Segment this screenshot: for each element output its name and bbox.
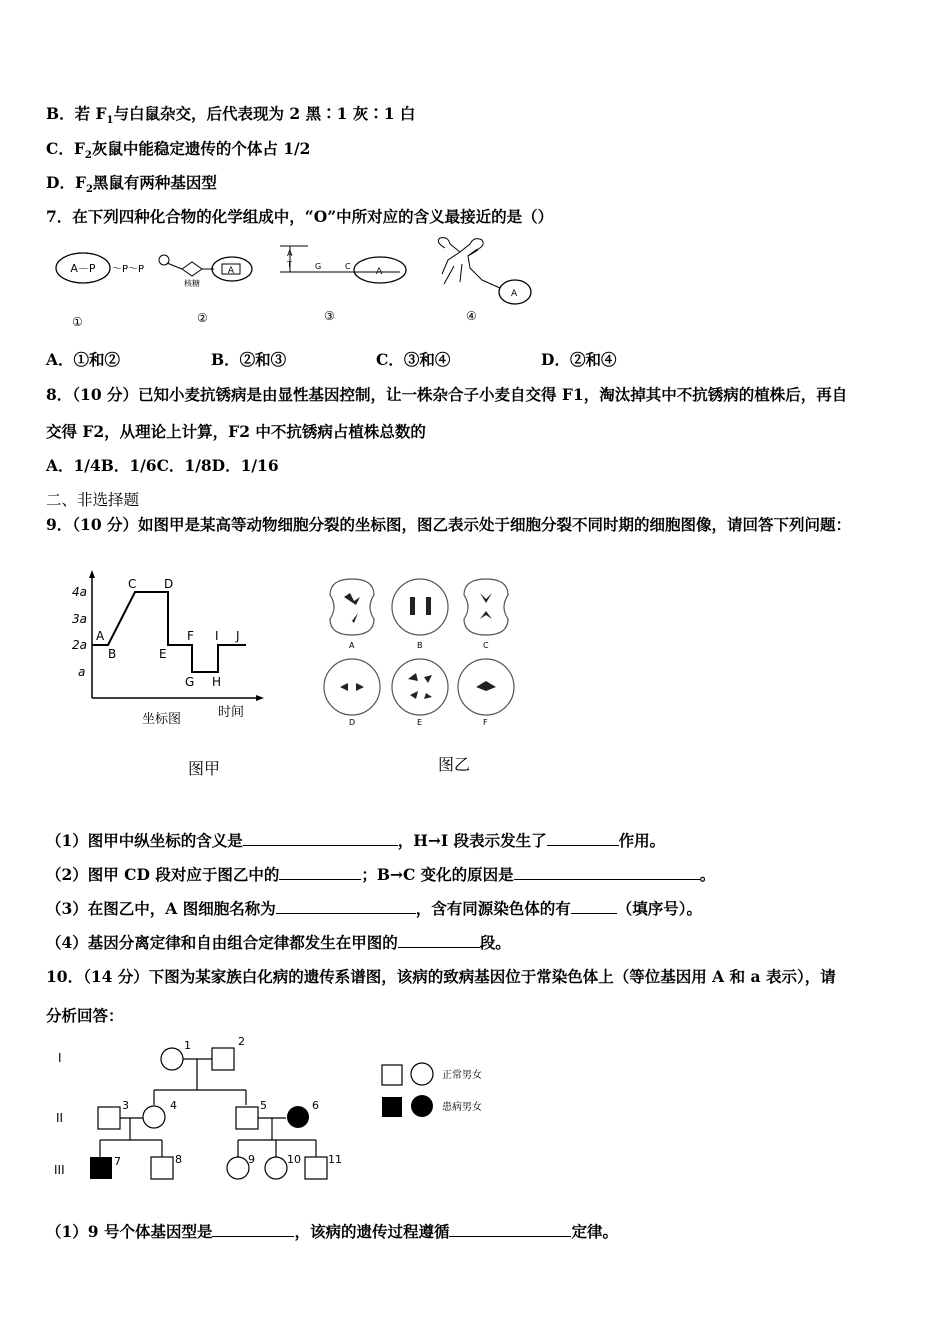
- point-f: F: [187, 629, 194, 643]
- answer-blank[interactable]: [398, 933, 480, 948]
- answer-blank[interactable]: [514, 865, 700, 880]
- nucleotide-structure: [159, 255, 252, 288]
- legend-affected: 患病男女: [442, 1102, 482, 1113]
- cell-label-c: C: [483, 641, 489, 650]
- fig-num-2: ②: [197, 311, 208, 325]
- answer-blank[interactable]: [449, 1222, 571, 1237]
- answer-blank[interactable]: [212, 1222, 294, 1237]
- point-e: E: [159, 647, 167, 661]
- q7-option-b: B．②和③: [211, 350, 287, 369]
- fig-num-1: ①: [72, 315, 83, 326]
- q7-option-c: C．③和④: [376, 350, 451, 369]
- x-axis-label: 时间: [218, 705, 245, 720]
- q7-stem: 7．在下列四种化合物的化学组成中，“O”中所对应的含义最接近的是（）: [46, 207, 554, 226]
- id-1: 1: [184, 1039, 191, 1052]
- q10-stem-line2: 分析回答：: [46, 1006, 124, 1025]
- id-5: 5: [260, 1099, 267, 1112]
- q7-options: [46, 348, 766, 370]
- answer-blank[interactable]: [547, 831, 619, 846]
- dna-label-c: C: [345, 262, 351, 271]
- y-tick-2a: 2a: [72, 638, 87, 652]
- cell-label-b: B: [417, 641, 423, 650]
- id-9: 9: [248, 1153, 255, 1166]
- dna-label-g: G: [315, 262, 322, 271]
- id-4: 4: [170, 1099, 177, 1112]
- q7-structures-figure: [50, 236, 550, 326]
- atp-tail-label: ～P～P: [112, 264, 145, 275]
- cell-label-d: D: [349, 718, 356, 727]
- fig-num-3: ③: [324, 309, 335, 323]
- id-11: 11: [328, 1153, 342, 1166]
- atp-structure: [56, 253, 144, 283]
- fig-num-4: ④: [466, 309, 477, 323]
- point-d: D: [164, 577, 174, 591]
- q8-stem-line1: 8．（10 分）已知小麦抗锈病是由显性基因控制，让一株杂合子小麦自交得 F1，淘汰掉其中不抗锈病的植株后，再自: [46, 385, 848, 404]
- figure-b-title: 图乙: [438, 755, 471, 774]
- id-3: 3: [122, 1099, 129, 1112]
- cell-label-e: E: [417, 718, 423, 727]
- q9-sub3: （3）在图乙中，A 图细胞名称为 ，含有同源染色体的有 （填序号）。: [46, 899, 702, 918]
- answer-blank[interactable]: [243, 831, 398, 846]
- answer-blank[interactable]: [571, 899, 617, 914]
- q7-option-a: A．①和②: [46, 350, 121, 369]
- id-6: 6: [312, 1099, 319, 1112]
- figure-b-cells: [320, 575, 530, 785]
- figure-a-graph: [60, 568, 290, 788]
- point-g: G: [185, 675, 195, 689]
- q9-stem: 9．（10 分）如图甲是某高等动物细胞分裂的坐标图，图乙表示处于细胞分裂不同时期的细胞图像，请回答下列问题：: [46, 515, 852, 534]
- id-2: 2: [238, 1035, 245, 1048]
- q9-sub2: （2）图甲 CD 段对应于图乙中的 ；B→C 变化的原因是 。: [46, 865, 716, 884]
- point-j: J: [236, 629, 240, 643]
- q6-option-c: C．$F_2$灰鼠中能稳定遗传的个体占 1/2: [46, 139, 311, 162]
- id-10: 10: [287, 1153, 301, 1166]
- figure-a-title: 图甲: [188, 759, 221, 778]
- point-b: B: [108, 647, 117, 661]
- q6-option-b: B．若 $F_1$与白鼠杂交，后代表现为 2 黑∶1 灰∶1 白: [46, 104, 416, 127]
- q8-options: A．1/4B．1/6C．1/8D．1/16: [46, 456, 279, 475]
- point-h: H: [212, 675, 222, 689]
- dna-circle-a-label: A: [376, 267, 383, 277]
- q10-stem-line1: 10．（14 分）下图为某家族白化病的遗传系谱图，该病的致病基因位于常染色体上（等位基因用 A 和 a 表示），请: [46, 967, 836, 986]
- trna-a-label: A: [511, 289, 518, 299]
- q9-sub1: （1）图甲中纵坐标的含义是 ，H→I 段表示发生了 作用。: [46, 831, 666, 850]
- q6-option-d: D．$F_2$黑鼠有两种基因型: [46, 173, 217, 196]
- answer-blank[interactable]: [276, 899, 416, 914]
- y-tick-4a: 4a: [72, 585, 87, 599]
- gen-label-1: I: [58, 1051, 62, 1065]
- nucleotide-a-label: A: [227, 266, 235, 276]
- q9-sub4: （4）基因分离定律和自由组合定律都发生在甲图的 段。: [46, 933, 511, 952]
- gen-label-2: II: [56, 1111, 64, 1125]
- id-7: 7: [114, 1155, 121, 1168]
- dna-label-a: A: [287, 249, 293, 258]
- y-tick-3a: 3a: [72, 612, 87, 626]
- cell-label-f: F: [483, 718, 488, 727]
- gen-label-3: III: [54, 1163, 65, 1177]
- answer-blank[interactable]: [279, 865, 361, 880]
- y-tick-a: a: [78, 665, 86, 679]
- dna-structure: [280, 246, 406, 283]
- pedigree-chart: [50, 1035, 510, 1190]
- section-heading: 二、非选择题: [46, 491, 140, 509]
- point-c: C: [128, 577, 137, 591]
- graph-caption: 坐标图: [142, 712, 182, 727]
- point-i: I: [215, 629, 219, 643]
- point-a: A: [96, 629, 105, 643]
- q7-option-d: D．②和④: [541, 350, 617, 369]
- ribose-label: 核糖: [184, 279, 200, 288]
- atp-a-p-label: A－P: [70, 262, 96, 275]
- q8-stem-line2: 交得 F2，从理论上计算，F2 中不抗锈病占植株总数的: [46, 422, 426, 441]
- id-8: 8: [175, 1153, 182, 1166]
- legend-normal: 正常男女: [442, 1070, 482, 1081]
- q10-sub1: （1）9 号个体基因型是 ，该病的遗传过程遵循 定律。: [46, 1222, 618, 1241]
- dna-label-t: T: [287, 260, 292, 269]
- cell-label-a: A: [349, 641, 355, 650]
